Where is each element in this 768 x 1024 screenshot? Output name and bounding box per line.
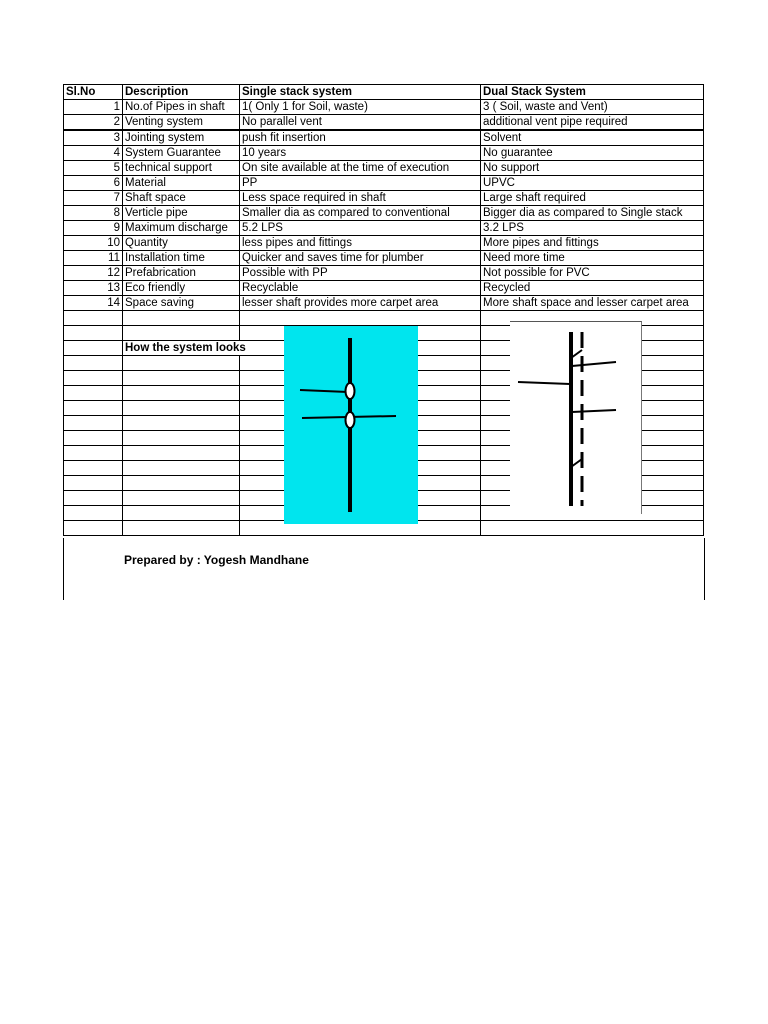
- row-dual: More pipes and fittings: [481, 236, 704, 251]
- table-row: [64, 130, 704, 146]
- footer-box: [63, 538, 705, 600]
- row-single: Recyclable: [240, 281, 481, 296]
- table-row: [64, 191, 704, 206]
- row-number: 11: [64, 251, 123, 266]
- row-single: lesser shaft provides more carpet area: [240, 296, 481, 311]
- row-description: Space saving: [123, 296, 240, 311]
- row-number: 13: [64, 281, 123, 296]
- row-number: 14: [64, 296, 123, 311]
- row-single: Smaller dia as compared to conventional: [240, 206, 481, 221]
- row-description: technical support: [123, 161, 240, 176]
- single-stack-illustration: [284, 326, 418, 524]
- row-dual: UPVC: [481, 176, 704, 191]
- row-single: 10 years: [240, 146, 481, 161]
- row-description: Installation time: [123, 251, 240, 266]
- row-single: 1( Only 1 for Soil, waste): [240, 100, 481, 115]
- row-number: 7: [64, 191, 123, 206]
- row-description: No.of Pipes in shaft: [123, 100, 240, 115]
- row-number: 5: [64, 161, 123, 176]
- dual-stack-pipe-drawing: [510, 322, 641, 514]
- table-row: [64, 146, 704, 161]
- row-dual: No support: [481, 161, 704, 176]
- row-description: Maximum discharge: [123, 221, 240, 236]
- row-single: Possible with PP: [240, 266, 481, 281]
- row-number: 3: [64, 130, 123, 146]
- row-description: Prefabrication: [123, 266, 240, 281]
- row-dual: Not possible for PVC: [481, 266, 704, 281]
- header-single-stack: Single stack system: [240, 85, 481, 100]
- table-row: [64, 206, 704, 221]
- row-single: Quicker and saves time for plumber: [240, 251, 481, 266]
- row-dual: More shaft space and lesser carpet area: [481, 296, 704, 311]
- row-description: Shaft space: [123, 191, 240, 206]
- row-number: 12: [64, 266, 123, 281]
- row-dual: Need more time: [481, 251, 704, 266]
- table-row: [64, 266, 704, 281]
- row-single: 5.2 LPS: [240, 221, 481, 236]
- row-single: No parallel vent: [240, 115, 481, 131]
- header-row: [64, 85, 704, 100]
- table-row: [64, 115, 704, 131]
- header-description: Description: [123, 85, 240, 100]
- row-number: 2: [64, 115, 123, 131]
- how-system-looks-label: How the system looks: [123, 341, 481, 356]
- dual-stack-illustration: [510, 321, 642, 514]
- row-dual: Large shaft required: [481, 191, 704, 206]
- row-single: Less space required in shaft: [240, 191, 481, 206]
- table-row: [64, 281, 704, 296]
- header-dual-stack: Dual Stack System: [481, 85, 704, 100]
- row-description: Quantity: [123, 236, 240, 251]
- row-description: Jointing system: [123, 130, 240, 146]
- table-row: [64, 296, 704, 311]
- table-row: [64, 161, 704, 176]
- table-row: [64, 251, 704, 266]
- table-row: [64, 221, 704, 236]
- row-description: Material: [123, 176, 240, 191]
- row-description: Eco friendly: [123, 281, 240, 296]
- row-description: System Guarantee: [123, 146, 240, 161]
- row-description: Venting system: [123, 115, 240, 131]
- single-stack-pipe-drawing: [284, 326, 418, 524]
- row-single: push fit insertion: [240, 130, 481, 146]
- row-dual: 3.2 LPS: [481, 221, 704, 236]
- table-row: [64, 236, 704, 251]
- row-number: 9: [64, 221, 123, 236]
- row-number: 1: [64, 100, 123, 115]
- table-row: [64, 176, 704, 191]
- row-number: 6: [64, 176, 123, 191]
- row-dual: additional vent pipe required: [481, 115, 704, 131]
- row-single: PP: [240, 176, 481, 191]
- row-number: 8: [64, 206, 123, 221]
- row-dual: Solvent: [481, 130, 704, 146]
- row-dual: No guarantee: [481, 146, 704, 161]
- row-number: 10: [64, 236, 123, 251]
- row-dual: Recycled: [481, 281, 704, 296]
- row-number: 4: [64, 146, 123, 161]
- prepared-by: Prepared by : Yogesh Mandhane: [124, 553, 309, 567]
- row-single: On site available at the time of execution: [240, 161, 481, 176]
- row-dual: Bigger dia as compared to Single stack: [481, 206, 704, 221]
- row-single: less pipes and fittings: [240, 236, 481, 251]
- row-dual: 3 ( Soil, waste and Vent): [481, 100, 704, 115]
- row-description: Verticle pipe: [123, 206, 240, 221]
- table-row: [64, 100, 704, 115]
- header-slno: Sl.No: [64, 85, 123, 100]
